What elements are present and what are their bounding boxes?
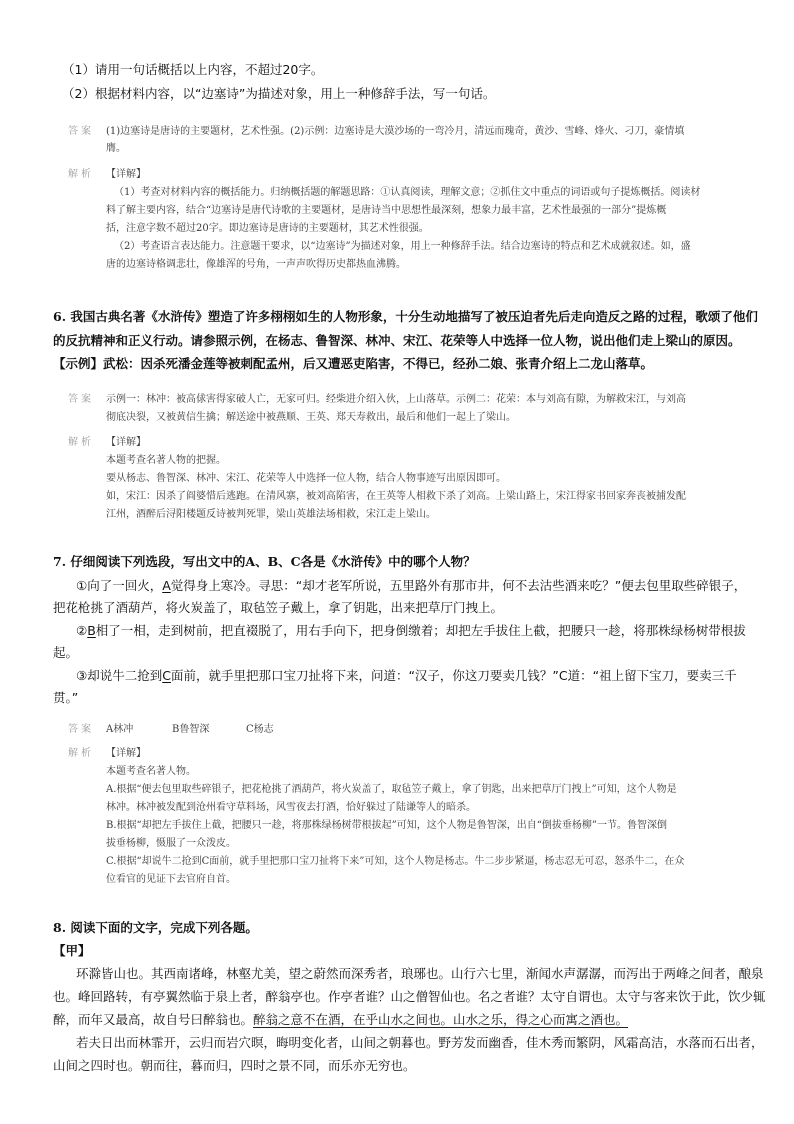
analysis-line: C.根据“却说牛二抢到C面前，就手里把那口宝刀扯将下来”可知，这个人物是杨志。牛二步步紧逼，杨志忍无可忍，怒杀牛二，在众 [106, 856, 685, 867]
question-6-text: 6. 我国古典名著《水浒传》塑造了许多栩栩如生的人物形象，十分生动地描写了被压迫者先后走向造反之路的过程，歌颂了他们 [53, 309, 758, 324]
analysis-line: 拔垂杨柳，慑服了一众泼皮。 [106, 838, 236, 849]
answer-a: A林冲 [106, 724, 134, 735]
question-5-part-2: （2）根据材料内容，以“边塞诗”为描述对象，用上一种修辞手法，写一句话。 [62, 86, 496, 101]
passage-2-line: 起。 [53, 645, 79, 660]
analysis-line: 括，注意字数不超过20字。即边塞诗是唐诗的主要题材，其艺术性很强。 [106, 223, 429, 234]
analysis-line: A.根据“便去包里取些碎银子，把花枪挑了酒葫芦，将火炭盖了，取毡笠子戴上，拿了钥匙，出来把草厅门拽上”可知，这个人物是 [106, 784, 677, 795]
question-5-part-1: （1）请用一句话概括以上内容，不超过20字。 [62, 62, 324, 77]
passage-text: ② [76, 623, 88, 638]
analysis-tag: 解析 [68, 169, 94, 180]
answer-line: 彻底决裂，又被黄信生擒；解送途中被燕顺、王英、郑天寿救出，最后和他们一起上了梁山。 [106, 412, 516, 423]
passage-text: 觉得身上寒冷。寻思：“却才老军所说，五里路外有那市井，何不去沽些酒来吃？”便去包里取些碎银子， [170, 578, 747, 593]
analysis-line: B.根据“却把左手拔住上截，把腰只一趁，将那株绿杨树带根拔起”可知，这个人物是鲁智深，出自“倒拔垂杨柳”一节。鲁智深倒 [106, 820, 667, 831]
passage-jia-line [53, 1010, 628, 1028]
analysis-line: 江州，酒醉后浔阳楼题反诗被判死罪，梁山英雄法场相救，宋江走上梁山。 [106, 509, 436, 520]
analysis-line: 本题考查名著人物的把握。 [106, 455, 226, 466]
question-6-example: 【示例】武松：因杀死潘金莲等被刺配孟州，后又遭恶吏陷害，不得已，经孙二娘、张青介绍上二龙山落草。 [53, 356, 654, 371]
passage-3-line [76, 666, 737, 684]
character-a-marker: A [162, 578, 171, 593]
character-b-marker: B [87, 623, 96, 638]
analysis-line: （2）考查语言表达能力。注意题干要求，以“边塞诗”为描述对象，用上一种修辞手法。结合边塞诗的特点和艺术成就叙述。如，盛 [114, 241, 691, 252]
analysis-tag: 解析 [68, 748, 94, 759]
answer-line: 膺。 [106, 143, 126, 154]
analysis-line: 唐的边塞诗格调悲壮，像雄浑的号角，一声声吹得历史都热血沸腾。 [106, 259, 406, 270]
answer-tag: 答案 [68, 724, 94, 735]
passage-text: 相了一相，走到树前，把直裰脱了，用右手向下，把身倒缴着；却把左手拔住上截，把腰只一趁，将那株绿杨树带根拔 [95, 623, 746, 638]
passage-3-line: 贯。” [53, 690, 79, 705]
question-8-title: 8. 阅读下面的文字，完成下列各题。 [53, 920, 258, 935]
passage-jia-line: 也。峰回路转，有亭翼然临于泉上者，醉翁亭也。作亭者谁？山之僧智仙也。名之者谁？太守自谓也。太守与客来饮于此，饮少辄 [53, 989, 766, 1004]
answer-tag: 答案 [68, 126, 94, 137]
underlined-sentence: 醉翁之意不在酒，在乎山水之间也。山水之乐，得之心而寓之酒也。 [253, 1012, 629, 1027]
answer-tag: 答案 [68, 394, 94, 405]
answer-line: 示例一：林冲：被高俅害得家破人亡，无家可归。经柴进介绍入伙，上山落草。示例二：花荣：本与刘高有隙，为解救宋江，与刘高 [106, 394, 686, 405]
question-7-title: 7. 仔细阅读下列选段，写出文中的A、B、C各是《水浒传》中的哪个人物？ [53, 554, 476, 569]
analysis-line: （1）考查对材料内容的概括能力。归纳概括题的解题思路：①认真阅读，理解文意；②抓住文中重点的词语或句子提炼概括。阅读材 [114, 187, 701, 198]
passage-jia-line: 环滁皆山也。其西南诸峰，林壑尤美，望之蔚然而深秀者，琅琊也。山行六七里，渐闻水声潺潺，而泻出于两峰之间者，酿泉 [76, 966, 764, 981]
analysis-line: 【详解】 [106, 437, 146, 448]
analysis-line: 如，宋江：因杀了阎婆惜后逃跑。在清风寨，被刘高陷害，在王英等人相救下杀了刘高。上梁山路上，宋江得家书回家奔丧被捕发配 [106, 491, 686, 502]
section-jia-label: 【甲】 [53, 943, 91, 958]
passage-text: 醉，而年又最高，故自号曰醉翁也。 [53, 1012, 254, 1027]
passage-jia-line: 山间之四时也。朝而往，暮而归，四时之景不同，而乐亦无穷也。 [53, 1058, 416, 1073]
analysis-line: 【详解】 [106, 748, 146, 759]
passage-text: 面前，就手里把那口宝刀扯将下来，问道：“汉子，你这刀要卖几钱？”C道：“祖上留下宝刀，要卖三千 [170, 668, 737, 683]
answer-b: B鲁智深 [172, 724, 210, 735]
passage-text: ①向了一回火， [76, 578, 163, 593]
character-c-marker: C [162, 668, 171, 683]
passage-text: ③却说牛二抢到 [76, 668, 163, 683]
passage-2-line [76, 621, 746, 639]
passage-1-line: 把花枪挑了酒葫芦，将火炭盖了，取毡笠子戴上，拿了钥匙，出来把草厅门拽上。 [53, 600, 504, 615]
analysis-line: 位看官的见证下去官府自首。 [106, 874, 236, 885]
analysis-tag: 解析 [68, 437, 94, 448]
question-6-text: 的反抗精神和正义行动。请参照示例，在杨志、鲁智深、林冲、宋江、花荣等人中选择一位人物，说出他们走上梁山的原因。 [53, 333, 741, 348]
passage-jia-line: 若夫日出而林霏开，云归而岩穴暝，晦明变化者，山间之朝暮也。野芳发而幽香，佳木秀而繁阴，风霜高洁，水落而石出者， [76, 1035, 764, 1050]
answer-line: (1)边塞诗是唐诗的主要题材，艺术性强。(2)示例：边塞诗是大漠沙场的一弯冷月，清远而瑰奇，黄沙、雪峰、烽火、刁刀，豪情填 [106, 126, 685, 137]
analysis-line: 林冲。林冲被发配到沧州看守草料场，风雪夜去打酒，恰好躲过了陆谦等人的暗杀。 [106, 802, 476, 813]
analysis-line: 【详解】 [106, 169, 146, 180]
analysis-line: 料了解主要内容，结合“边塞诗是唐代诗歌的主要题材，是唐诗当中思想性最深刻，想象力最丰富，艺术性最强的一部分”提炼概 [106, 205, 667, 216]
passage-1-line [76, 576, 746, 594]
answer-c: C杨志 [246, 724, 274, 735]
analysis-line: 要从杨志、鲁智深、林冲、宋江、花荣等人中选择一位人物，结合人物事迹写出原因即可。 [106, 473, 506, 484]
analysis-line: 本题考查名著人物。 [106, 766, 196, 777]
